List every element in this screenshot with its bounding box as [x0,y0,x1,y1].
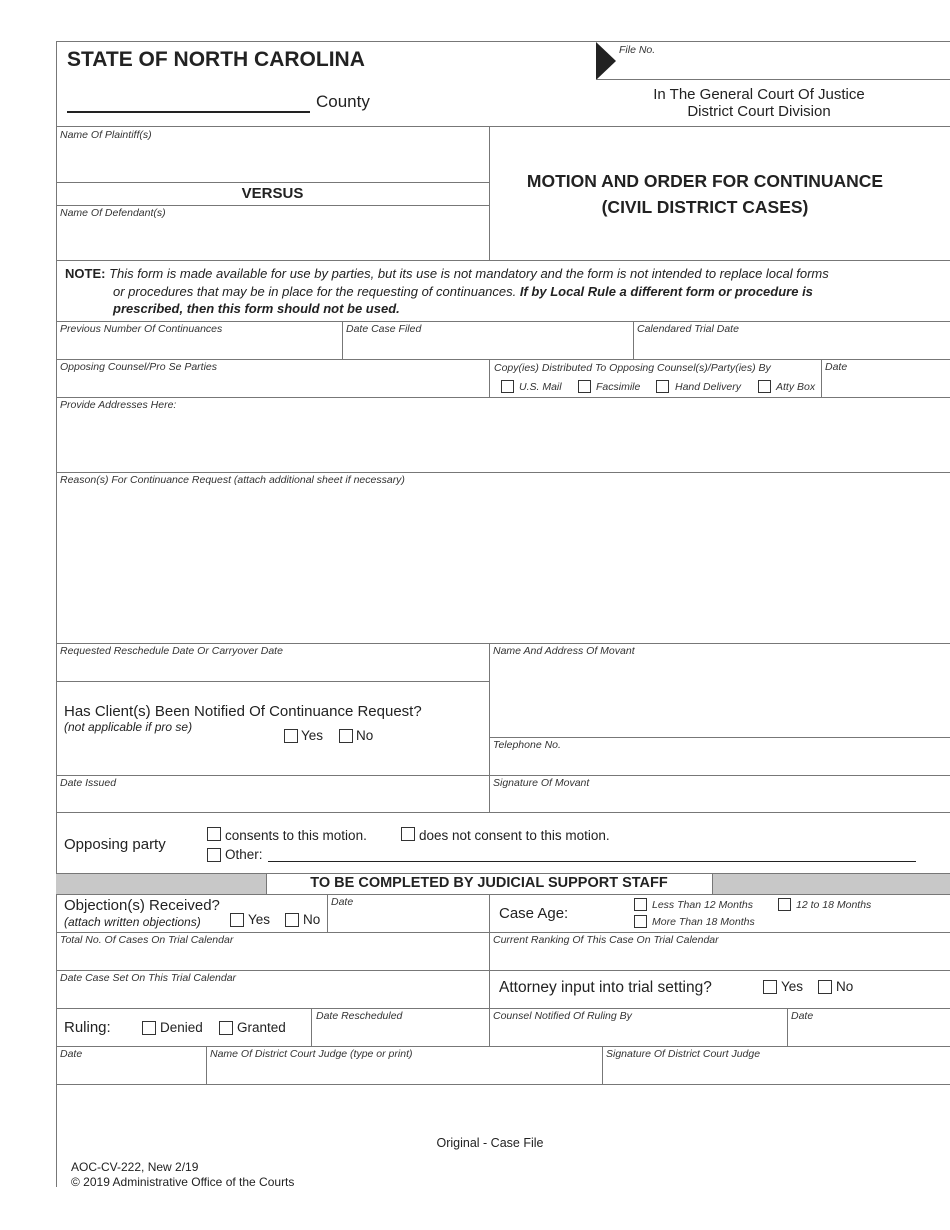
form-title-line-2: (CIVIL DISTRICT CASES) [601,197,809,217]
county-line [67,111,310,113]
facsimile-label: Facsimile [596,381,641,393]
telephone-top [489,737,950,738]
county-label: County [316,92,370,111]
row-prev-bottom [56,359,950,360]
total-cases-label: Total No. Of Cases On Trial Calendar [60,934,234,946]
other-input[interactable] [270,845,910,861]
hand-delivery-checkbox[interactable] [656,380,669,393]
client-notified-no-checkbox[interactable] [339,729,353,743]
current-ranking-input[interactable] [495,949,935,967]
other-checkbox[interactable] [207,848,221,862]
prev-continuances-label: Previous Number Of Continuances [60,323,223,335]
counsel-notified-date-label: Date [791,1010,814,1022]
ruling-bottom [56,1046,950,1047]
versus-top-line [56,182,489,183]
other-line [268,861,916,862]
reasons-bottom [56,643,950,644]
form-title-line-1: MOTION AND ORDER FOR CONTINUANCE [526,171,884,191]
client-notified-yes-label: Yes [301,728,324,743]
does-not-consent-checkbox[interactable] [401,827,415,841]
requested-reschedule-label: Requested Reschedule Date Or Carryover Date [60,645,283,657]
denied-checkbox[interactable] [142,1021,156,1035]
facsimile-checkbox[interactable] [578,380,591,393]
footer-original: Original - Case File [436,1136,544,1150]
atty-box-checkbox[interactable] [758,380,771,393]
reasons-textarea[interactable] [62,490,932,638]
attorney-input-no-label: No [836,979,854,994]
counsel-notified-input[interactable] [495,1025,780,1043]
date-rescheduled-input[interactable] [318,1025,483,1043]
counsel-date-divider [787,1008,788,1046]
prev-continuances-input[interactable] [62,338,336,356]
less-12-checkbox[interactable] [634,898,647,911]
row-opp-bottom [56,397,950,398]
date-case-set-bottom [56,1008,950,1009]
judge-signature-input[interactable] [608,1063,940,1081]
date-issued-bottom [56,812,950,813]
objections-date-label: Date [331,896,354,908]
total-cases-input[interactable] [62,949,482,967]
objections-bottom [56,932,950,933]
file-no-line [596,79,950,80]
hand-delivery-label: Hand Delivery [675,381,741,393]
calendared-trial-date-label: Calendared Trial Date [637,323,739,335]
ruling-date-divider [311,1008,312,1046]
date-case-filed-input[interactable] [348,338,628,356]
addresses-bottom [56,472,950,473]
consents-label: consents to this motion. [225,828,367,843]
note-text-3: prescribed, then this form should not be used. [113,301,400,316]
date-case-filed-label: Date Case Filed [346,323,422,335]
judge-div-1 [206,1046,207,1084]
opposing-counsel-label: Opposing Counsel/Pro Se Parties [60,361,218,373]
defendant-input[interactable] [62,228,482,252]
top-border [56,41,950,42]
attorney-input-label: Attorney input into trial setting? [499,979,712,996]
name-address-movant-label: Name And Address Of Movant [493,645,635,657]
current-ranking-label: Current Ranking Of This Case On Trial Calendar [493,934,719,946]
movant-divider [489,643,490,812]
parties-bottom-line [56,260,950,261]
more-18-checkbox[interactable] [634,915,647,928]
date-issued-top [56,775,950,776]
versus-bottom-line [56,205,489,206]
row-opp-div-1 [489,359,490,397]
judge-name-input[interactable] [212,1063,596,1081]
court-line-2: District Court Division [687,103,831,120]
not-applicable-note: (not applicable if pro se) [64,720,193,734]
judge-date-input[interactable] [62,1063,200,1081]
case-age-label: Case Age: [499,905,569,922]
row-prev-div-2 [633,321,634,359]
note-text-2b: If by Local Rule a different form or procedure is [519,283,813,299]
objections-received-label: Objection(s) Received? [64,897,220,914]
objections-yes-label: Yes [248,912,271,927]
reschedule-bottom [56,681,489,682]
parties-divider [489,126,490,260]
atty-box-label: Atty Box [776,381,816,393]
banner-right-edge [712,873,713,894]
granted-checkbox[interactable] [219,1021,233,1035]
consents-checkbox[interactable] [207,827,221,841]
telephone-input[interactable] [495,754,935,772]
copies-date-label: Date [825,361,848,373]
defendant-label: Name Of Defendant(s) [60,207,166,219]
row-opp-div-2 [821,359,822,397]
note-text-2a: or procedures that may be in place for the requesting of continuances. [113,283,517,299]
date-issued-label: Date Issued [60,777,117,789]
attorney-input-no-checkbox[interactable] [818,980,832,994]
header-bottom-line [56,126,950,127]
addresses-textarea[interactable] [62,415,932,467]
left-border [56,41,57,1187]
client-notified-yes-checkbox[interactable] [284,729,298,743]
provide-addresses-label: Provide Addresses Here: [60,399,177,411]
judicial-banner-left [56,873,266,894]
granted-label: Granted [237,1020,286,1035]
opposing-party-label: Opposing party [64,836,166,853]
more-18-label: More Than 18 Months [652,916,755,928]
judge-div-2 [602,1046,603,1084]
requested-reschedule-input[interactable] [62,660,482,678]
movant-textarea[interactable] [495,661,935,733]
file-no-input[interactable] [620,58,940,76]
county-input[interactable] [70,92,306,110]
less-12-label: Less Than 12 Months [652,899,753,911]
versus-label: VERSUS [241,185,304,202]
note-block [65,265,925,318]
row-prev-div-1 [342,321,343,359]
row-prev-top [56,321,950,322]
note-prefix: NOTE: [65,266,106,281]
denied-label: Denied [160,1020,203,1035]
counsel-notified-date-input[interactable] [793,1025,943,1043]
judge-signature-label: Signature Of District Court Judge [606,1048,761,1060]
date-case-set-input[interactable] [62,987,482,1005]
banner-top [56,873,950,874]
file-no-arrow-icon [596,42,618,80]
attorney-input-yes-label: Yes [781,979,804,994]
copies-distributed-label: Copy(ies) Distributed To Opposing Counsel(s)/Party(ies) By [494,362,771,374]
judicial-banner-title: TO BE COMPLETED BY JUDICIAL SUPPORT STAFF [310,875,668,891]
footer-form-id: AOC-CV-222, New 2/19 [71,1160,199,1174]
twelve-to-18-checkbox[interactable] [778,898,791,911]
reasons-label: Reason(s) For Continuance Request (attach additional sheet if necessary) [60,474,405,486]
client-notified-question: Has Client(s) Been Notified Of Continuance Request? [64,703,422,720]
counsel-notified-label: Counsel Notified Of Ruling By [493,1010,632,1022]
note-text-1: This form is made available for use by parties, but its use is not mandatory and the form is not intended to replace local forms [109,266,829,281]
signature-movant-input[interactable] [495,792,935,810]
judge-bottom [56,1084,950,1085]
judge-name-label: Name Of District Court Judge (type or print) [210,1048,413,1060]
us-mail-label: U.S. Mail [519,381,562,393]
plaintiff-label: Name Of Plaintiff(s) [60,129,152,141]
ruling-label: Ruling: [64,1019,111,1036]
total-cases-bottom [56,970,950,971]
objections-no-label: No [303,912,321,927]
attach-written-note: (attach written objections) [64,915,201,929]
banner-bottom [56,894,950,895]
signature-movant-label: Signature Of Movant [493,777,590,789]
judicial-banner-right [713,873,950,894]
does-not-consent-label: does not consent to this motion. [419,828,610,843]
footer-copyright: © 2019 Administrative Office of the Courts [71,1175,295,1189]
court-line-1: In The General Court Of Justice [653,86,865,103]
judge-date-label: Date [60,1048,83,1060]
date-issued-input[interactable] [62,792,482,810]
us-mail-checkbox[interactable] [501,380,514,393]
twelve-to-18-label: 12 to 18 Months [796,899,872,911]
objections-yes-checkbox[interactable] [230,913,244,927]
file-no-label: File No. [619,44,656,56]
calendared-trial-date-input[interactable] [639,338,939,356]
state-title: STATE OF NORTH CAROLINA [67,48,365,71]
date-case-set-label: Date Case Set On This Trial Calendar [60,972,237,984]
objections-date-input[interactable] [333,911,483,929]
client-notified-no-label: No [356,728,374,743]
date-rescheduled-label: Date Rescheduled [316,1010,403,1022]
other-label: Other: [225,847,263,862]
objections-date-divider [327,894,328,932]
objections-no-checkbox[interactable] [285,913,299,927]
attorney-input-yes-checkbox[interactable] [763,980,777,994]
telephone-label: Telephone No. [493,739,561,751]
plaintiff-input[interactable] [62,150,482,174]
